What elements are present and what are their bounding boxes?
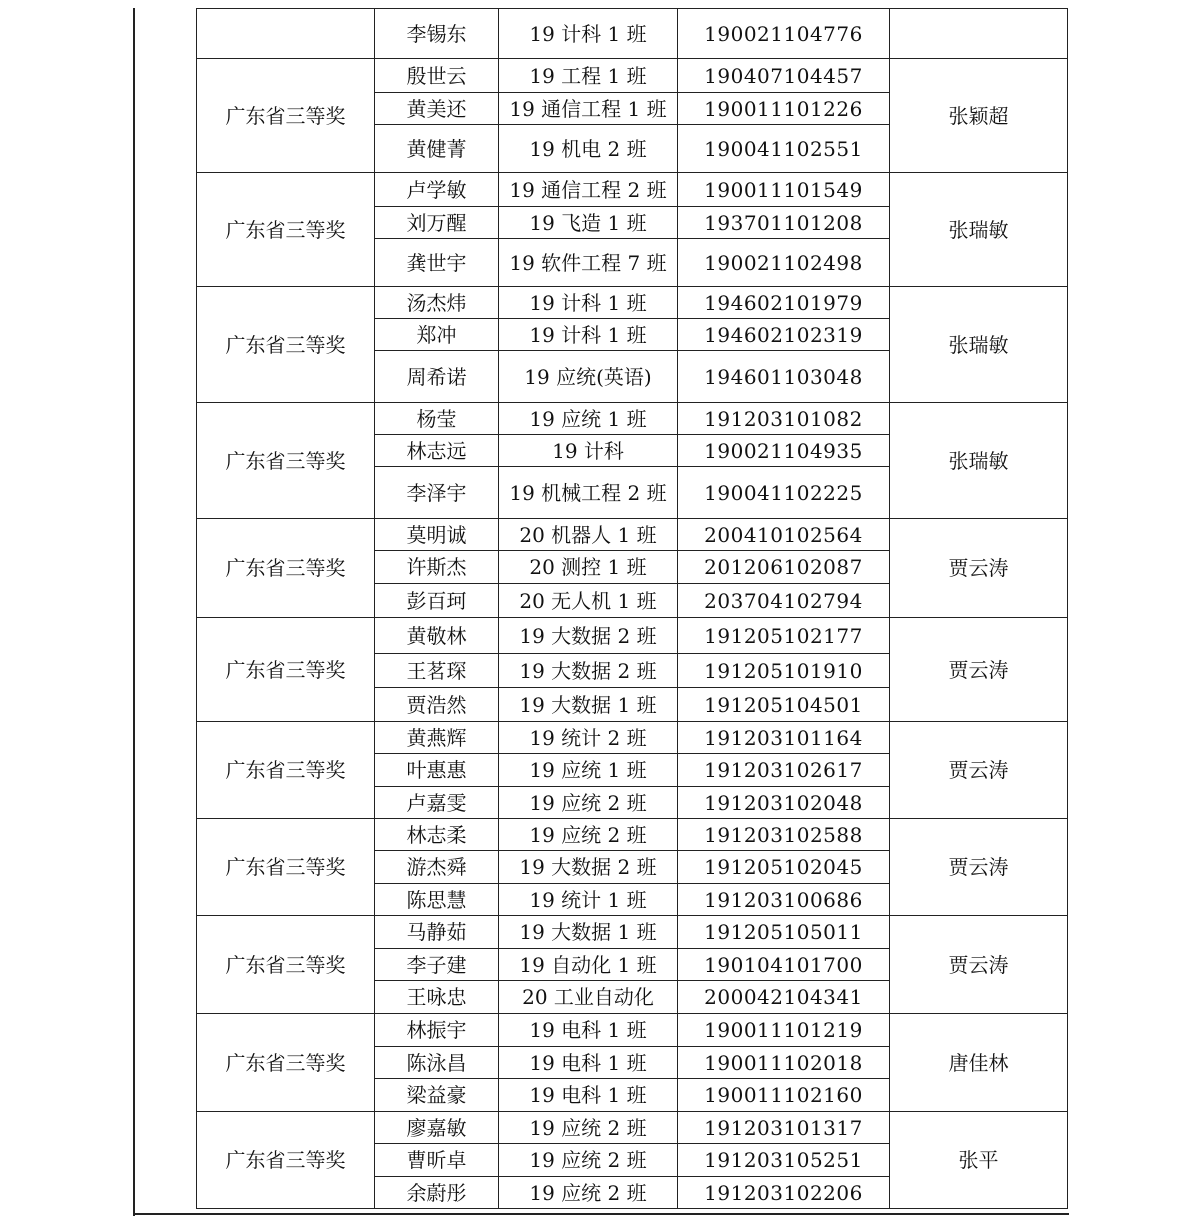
class-cell: 19 自动化 1 班 [499,949,678,981]
student-id-cell: 190011102018 [678,1047,890,1079]
table-row [197,519,1068,551]
award-cell: 广东省三等奖 [197,287,375,403]
student-id-cell: 191203102048 [678,787,890,819]
award-cell: 广东省三等奖 [197,722,375,819]
table-row [197,1014,1068,1047]
teacher-cell: 贾云涛 [890,519,1068,618]
table-row [197,9,1068,59]
student-name-cell: 曹昕卓 [375,1144,499,1177]
student-name-cell: 陈泳昌 [375,1047,499,1079]
class-cell: 20 测控 1 班 [499,551,678,584]
student-id-cell: 190021104935 [678,435,890,467]
student-name-cell: 马静茹 [375,916,499,949]
student-name-cell: 王茗琛 [375,654,499,688]
class-cell: 19 应统 2 班 [499,819,678,851]
student-id-cell: 191203101164 [678,722,890,754]
student-id-cell: 191205102177 [678,618,890,654]
student-name-cell: 林志柔 [375,819,499,851]
student-id-cell: 191203101082 [678,403,890,435]
student-name-cell: 梁益豪 [375,1079,499,1112]
class-cell: 19 工程 1 班 [499,59,678,93]
student-id-cell: 191203101317 [678,1112,890,1144]
teacher-cell: 张颖超 [890,59,1068,173]
class-cell: 19 计科 1 班 [499,9,678,59]
award-cell: 广东省三等奖 [197,819,375,916]
student-id-cell: 191203102206 [678,1177,890,1209]
student-name-cell: 李锡东 [375,9,499,59]
table-row [197,916,1068,949]
student-id-cell: 191205101910 [678,654,890,688]
award-cell: 广东省三等奖 [197,403,375,519]
teacher-cell: 张瑞敏 [890,173,1068,287]
class-cell: 19 应统(英语) [499,351,678,403]
class-cell: 19 软件工程 7 班 [499,239,678,287]
teacher-cell: 贾云涛 [890,722,1068,819]
table-row [197,287,1068,319]
student-name-cell: 王咏忠 [375,981,499,1014]
class-cell: 19 应统 2 班 [499,1177,678,1209]
teacher-cell [890,9,1068,59]
class-cell: 19 大数据 2 班 [499,618,678,654]
student-name-cell: 黄健菁 [375,125,499,173]
page-margin-line [133,8,135,1216]
student-name-cell: 杨莹 [375,403,499,435]
teacher-cell: 贾云涛 [890,819,1068,916]
student-name-cell: 陈思慧 [375,884,499,916]
class-cell: 19 应统 1 班 [499,403,678,435]
student-id-cell: 191203102617 [678,754,890,787]
table-row [197,618,1068,654]
student-name-cell: 黄敬林 [375,618,499,654]
class-cell: 19 应统 2 班 [499,787,678,819]
student-id-cell: 193701101208 [678,207,890,239]
class-cell: 19 大数据 1 班 [499,916,678,949]
student-name-cell: 余蔚彤 [375,1177,499,1209]
student-id-cell: 191203100686 [678,884,890,916]
class-cell: 19 电科 1 班 [499,1047,678,1079]
award-table-body [197,9,1068,1209]
class-cell: 19 统计 2 班 [499,722,678,754]
student-name-cell: 廖嘉敏 [375,1112,499,1144]
student-id-cell: 200042104341 [678,981,890,1014]
teacher-cell: 唐佳林 [890,1014,1068,1112]
teacher-cell: 贾云涛 [890,618,1068,722]
award-cell: 广东省三等奖 [197,519,375,618]
student-id-cell: 194602102319 [678,319,890,351]
student-name-cell: 黄燕辉 [375,722,499,754]
student-id-cell: 190407104457 [678,59,890,93]
class-cell: 19 电科 1 班 [499,1014,678,1047]
table-row [197,819,1068,851]
student-name-cell: 彭百珂 [375,584,499,618]
student-id-cell: 190011101549 [678,173,890,207]
class-cell: 19 计科 1 班 [499,319,678,351]
student-name-cell: 李泽宇 [375,467,499,519]
student-name-cell: 卢学敏 [375,173,499,207]
student-id-cell: 201206102087 [678,551,890,584]
class-cell: 19 应统 2 班 [499,1144,678,1177]
student-name-cell: 林志远 [375,435,499,467]
student-id-cell: 200410102564 [678,519,890,551]
class-cell: 20 机器人 1 班 [499,519,678,551]
class-cell: 19 机电 2 班 [499,125,678,173]
award-cell [197,9,375,59]
student-id-cell: 190104101700 [678,949,890,981]
class-cell: 19 大数据 1 班 [499,688,678,722]
student-name-cell: 汤杰炜 [375,287,499,319]
award-cell: 广东省三等奖 [197,1112,375,1209]
award-cell: 广东省三等奖 [197,1014,375,1112]
student-id-cell: 190011102160 [678,1079,890,1112]
award-cell: 广东省三等奖 [197,59,375,173]
student-id-cell: 190041102551 [678,125,890,173]
class-cell: 19 统计 1 班 [499,884,678,916]
student-id-cell: 191203105251 [678,1144,890,1177]
student-name-cell: 殷世云 [375,59,499,93]
student-id-cell: 190041102225 [678,467,890,519]
award-cell: 广东省三等奖 [197,173,375,287]
student-id-cell: 191205104501 [678,688,890,722]
student-name-cell: 周希诺 [375,351,499,403]
page-bottom-line [133,1213,1069,1215]
table-row [197,722,1068,754]
class-cell: 19 计科 [499,435,678,467]
student-name-cell: 游杰舜 [375,851,499,884]
student-name-cell: 叶惠惠 [375,754,499,787]
teacher-cell: 贾云涛 [890,916,1068,1014]
class-cell: 19 机械工程 2 班 [499,467,678,519]
student-id-cell: 190021104776 [678,9,890,59]
table-row [197,1112,1068,1144]
student-name-cell: 许斯杰 [375,551,499,584]
class-cell: 19 应统 1 班 [499,754,678,787]
teacher-cell: 张平 [890,1112,1068,1209]
class-cell: 20 无人机 1 班 [499,584,678,618]
student-name-cell: 黄美还 [375,93,499,125]
student-name-cell: 卢嘉雯 [375,787,499,819]
class-cell: 19 大数据 2 班 [499,654,678,688]
student-id-cell: 191203102588 [678,819,890,851]
student-name-cell: 贾浩然 [375,688,499,722]
class-cell: 19 电科 1 班 [499,1079,678,1112]
student-name-cell: 龚世宇 [375,239,499,287]
student-name-cell: 郑冲 [375,319,499,351]
award-cell: 广东省三等奖 [197,916,375,1014]
class-cell: 19 飞造 1 班 [499,207,678,239]
student-name-cell: 李子建 [375,949,499,981]
class-cell: 19 大数据 2 班 [499,851,678,884]
award-table [196,8,1068,1209]
class-cell: 19 应统 2 班 [499,1112,678,1144]
student-id-cell: 190021102498 [678,239,890,287]
student-name-cell: 刘万醒 [375,207,499,239]
student-id-cell: 191205102045 [678,851,890,884]
student-name-cell: 莫明诚 [375,519,499,551]
class-cell: 20 工业自动化 [499,981,678,1014]
table-row [197,59,1068,93]
student-id-cell: 191205105011 [678,916,890,949]
class-cell: 19 通信工程 2 班 [499,173,678,207]
student-id-cell: 203704102794 [678,584,890,618]
student-id-cell: 190011101219 [678,1014,890,1047]
table-row [197,403,1068,435]
student-name-cell: 林振宇 [375,1014,499,1047]
student-id-cell: 190011101226 [678,93,890,125]
teacher-cell: 张瑞敏 [890,287,1068,403]
student-id-cell: 194601103048 [678,351,890,403]
award-cell: 广东省三等奖 [197,618,375,722]
student-id-cell: 194602101979 [678,287,890,319]
table-row [197,173,1068,207]
class-cell: 19 计科 1 班 [499,287,678,319]
class-cell: 19 通信工程 1 班 [499,93,678,125]
teacher-cell: 张瑞敏 [890,403,1068,519]
